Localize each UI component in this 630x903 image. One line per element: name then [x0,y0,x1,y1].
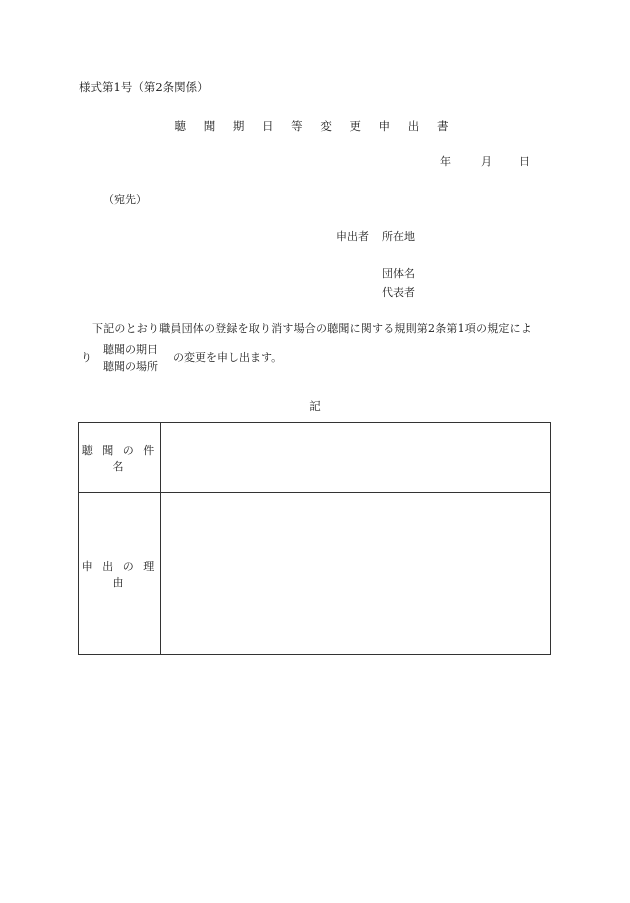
ki-heading: 記 [309,399,321,413]
date-month-label: 月 [481,155,492,168]
option-hearing-place: 聴聞の場所 [103,360,158,373]
reason-value-field[interactable] [161,493,551,655]
representative-label: 代表者 [382,286,415,299]
option-hearing-date: 聴聞の期日 [103,343,158,356]
reason-label: 申 出 の 理 由 [79,493,161,655]
address-label: 所在地 [382,230,415,243]
details-table [78,422,551,655]
applicant-label: 申出者 [336,230,369,243]
group-name-label: 団体名 [382,267,415,280]
addressee: （宛先） [103,193,147,206]
date-day-label: 日 [519,155,530,168]
table-row-reason [79,493,551,655]
document-title: 聴 聞 期 日 等 変 更 申 出 書 [174,119,456,133]
body-text-ri: り [81,351,92,364]
date-line [440,156,530,167]
body-text-tail: の変更を申し出ます。 [173,351,283,364]
table-row-subject [79,423,551,493]
form-number: 様式第1号（第2条関係） [79,80,209,94]
body-text-line1: 下記のとおり職員団体の登録を取り消す場合の聴聞に関する規則第2条第1項の規定によ [92,322,532,335]
date-year-label: 年 [440,155,451,168]
subject-value-field[interactable] [161,423,551,493]
subject-label: 聴 聞 の 件 名 [79,423,161,493]
